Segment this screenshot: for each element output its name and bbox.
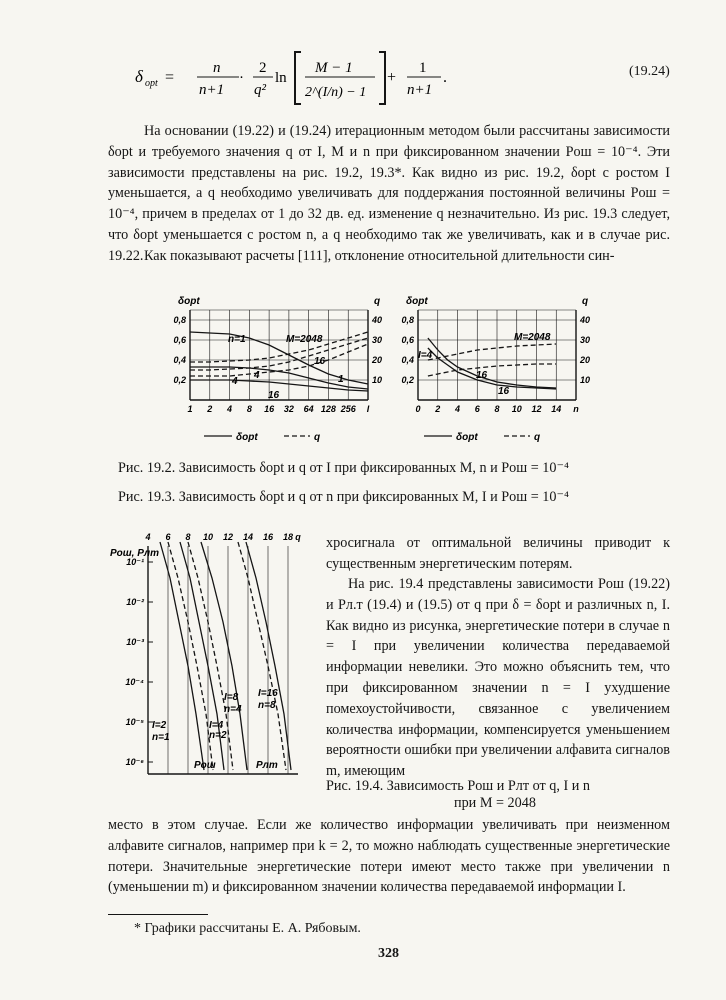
eq-frac1-den: n+1 [199, 82, 225, 98]
y-tick-label: 10⁻² [126, 597, 144, 607]
equation-render [135, 44, 615, 114]
eq-left-bracket [295, 52, 301, 104]
annotation-label: 4 [232, 376, 238, 387]
x-tick-label: 16 [262, 532, 274, 542]
paragraph-1: На основании (19.22) и (19.24) итерационным методом были рассчитаны зависимости δopt и требуемого значения q от I, M и n при фиксированном значении Pош = 10⁻⁴. Эти зависимости представлены на рис. 19.2, 19.3*. Как видно из рис. 19.2, δopt с ростом I уменьшается, а q необходимо увеличивать для поддержания постоянной величины Pош = 10⁻⁴, причем в пределах от 1 до 32 дв. ед. изменение q незначительно. Из рис. 19.3 следует, что δopt уменьшается с ростом n, а q необходимо так же увеличивать, как и в случае рис. 19.22. [108, 123, 670, 264]
x-tick-label: 6 [474, 404, 480, 414]
annotation-label: M=2048 [514, 332, 551, 343]
x-tick-label: 8 [246, 404, 252, 414]
y-right-tick-label: 10 [372, 375, 383, 385]
y-left-axis-label: δopt [406, 296, 428, 307]
eq-ln: ln [275, 70, 287, 86]
eq-frac3-den: 2^(I/n) − 1 [305, 85, 367, 100]
footnote-rule [108, 914, 208, 915]
annotation-label: M=2048 [286, 334, 323, 345]
legend-delta-label: δopt [236, 432, 258, 443]
annotation-label: 16 [476, 370, 488, 381]
series-line [428, 344, 556, 360]
y-left-tick-label: 0,4 [401, 355, 414, 365]
eq-period: . [443, 69, 447, 86]
series-line [190, 338, 368, 370]
annotation-label: I=2 [152, 720, 167, 731]
x-tick-label: 12 [222, 532, 234, 542]
x-tick-label: 4 [454, 404, 461, 414]
paragraph-3a: хросигнала от оптимальной величины приводит к существенным энергетическим потерям. [326, 535, 670, 572]
eq-frac4-den: n+1 [407, 82, 433, 98]
annotation-label: n=1 [228, 334, 246, 345]
caption-fig-19-2: Рис. 19.2. Зависимость δopt и q от I при фиксированных M, n и Pош = 10⁻⁴ [118, 460, 569, 476]
x-tick-label: 14 [551, 404, 562, 414]
eq-frac4-num: 1 [419, 60, 427, 76]
paragraph-4: место в этом случае. Если же количество информации увеличивать при неизменном алфавите сигналов, например при k = 2, то можно наблюдать существенные энергетические потери. Значительные энергетические потери имеют место также при увеличении n (уменьшении m) и фиксированном значении количества передаваемой информации I. [108, 817, 670, 896]
x-tick-label: 8 [494, 404, 500, 414]
annotation-label: I=4 [209, 720, 224, 731]
y-axis-label: Pош, Pлт [110, 548, 160, 559]
legend-delta-label: δopt [456, 432, 478, 443]
y-tick-label: 10⁻³ [126, 637, 144, 647]
y-right-tick-label: 30 [580, 335, 591, 345]
x-tick-label: 4 [145, 532, 151, 542]
legend-q-label: q [314, 432, 321, 443]
series-line [428, 348, 556, 389]
y-right-tick-label: 10 [580, 375, 591, 385]
y-left-tick-label: 0,6 [173, 335, 186, 345]
series-line [190, 332, 368, 362]
caption-fig-19-4-line2: при M = 2048 [454, 795, 536, 811]
eq-plus: + [387, 69, 397, 86]
x-axis-label: q [295, 532, 301, 542]
paragraph-3b: На рис. 19.4 представлены зависимости Pош (19.22) и Pл.т (19.4) и (19.5) от q при δ = δopt и различных n, I. Как видно из рисунка, энергетические потери в случае n = I при увеличении количества передаваемой информации невелики. Это можно объяснить тем, что при фиксированном значении n = I ухудшение помехоустойчивости, связанное с увеличением количества информации, компенсируется уменьшением вероятности ошибки при увеличении алфавита сигналов m, имеющим [326, 576, 670, 780]
x-tick-label: n [573, 404, 579, 414]
annotation-label: 16 [498, 386, 510, 397]
y-left-tick-label: 0,8 [173, 315, 186, 325]
figure-19-4 [108, 524, 308, 804]
legend-q-label: q [534, 432, 541, 443]
y-tick-label: 10⁻⁶ [125, 757, 144, 767]
x-tick-label: 32 [283, 404, 294, 414]
eq-frac2-num: 2 [259, 60, 267, 76]
y-right-tick-label: 20 [580, 355, 591, 365]
annotation-label: n=4 [224, 704, 242, 715]
series-line [428, 338, 556, 388]
annotation-label: I=16 [258, 688, 278, 699]
annotation-label: n=8 [258, 700, 276, 711]
annotation-label: 4 [254, 370, 260, 381]
y-right-axis-label: q [374, 296, 381, 307]
eq-right-bracket [379, 52, 385, 104]
annotation-label: n=2 [209, 730, 227, 741]
y-right-tick-label: 40 [372, 315, 383, 325]
y-right-tick-label: 20 [372, 355, 383, 365]
y-left-tick-label: 0,8 [401, 315, 414, 325]
x-tick-label: 14 [242, 532, 254, 542]
x-tick-label: 2 [435, 404, 441, 414]
series-line [246, 542, 291, 770]
eq-equals: = [165, 69, 175, 86]
x-tick-label: 1 [187, 404, 193, 414]
x-tick-label: 6 [165, 532, 171, 542]
equation-number: (19.24) [629, 64, 670, 79]
paragraph-2: Как показывают расчеты [111], отклонение относительной длительности син- [144, 248, 615, 264]
footnote: * Графики рассчитаны Е. А. Рябовым. [134, 921, 361, 936]
x-tick-label: 256 [340, 404, 356, 414]
y-left-tick-label: 0,6 [401, 335, 414, 345]
annotation-label: I=4 [418, 350, 433, 361]
annotation-label: n=1 [152, 732, 170, 743]
eq-lhs-sub: opt [145, 78, 158, 89]
y-left-axis-label: δopt [178, 296, 200, 307]
x-tick-label: 4 [227, 404, 233, 414]
eq-lhs: δ [135, 67, 143, 86]
y-right-axis-label: q [582, 296, 589, 307]
x-tick-label: 0 [415, 404, 421, 414]
x-tick-label: 128 [320, 404, 336, 414]
annotation-label: Pлт [256, 760, 278, 771]
x-tick-label: 10 [511, 404, 522, 414]
y-tick-label: 10⁻¹ [126, 557, 144, 567]
figure-19-3 [401, 296, 590, 443]
caption-fig-19-4-line1: Рис. 19.4. Зависимость Pош и Pлт от q, I и n [326, 778, 590, 794]
series-line [238, 542, 286, 770]
series-line [428, 364, 556, 376]
x-tick-label: 16 [264, 404, 275, 414]
y-left-tick-label: 0,4 [173, 355, 186, 365]
y-right-tick-label: 40 [580, 315, 591, 325]
annotation-label: Pош [194, 760, 216, 771]
caption-fig-19-4 [326, 778, 670, 812]
equation-19-24 [135, 44, 615, 119]
annotation-label: 1 [338, 374, 344, 385]
eq-frac3-num: M − 1 [315, 60, 353, 76]
y-right-tick-label: 30 [372, 335, 383, 345]
y-tick-label: 10⁻⁵ [125, 717, 144, 727]
figure-19-2 [173, 296, 382, 443]
caption-fig-19-3: Рис. 19.3. Зависимость δopt и q от n при фиксированных M, I и Pош = 10⁻⁴ [118, 489, 569, 505]
x-tick-label: 10 [202, 532, 214, 542]
x-tick-label: 18 [282, 532, 294, 542]
x-tick-label: 12 [531, 404, 542, 414]
x-tick-label: 8 [185, 532, 191, 542]
y-left-tick-label: 0,2 [173, 375, 186, 385]
page-number: 328 [378, 946, 399, 961]
eq-frac1-num: n [213, 60, 221, 76]
figures-19-2-19-3 [0, 280, 726, 450]
y-tick-label: 10⁻⁴ [125, 677, 144, 687]
eq-dot: · [239, 70, 244, 86]
figure-19-4-plot [110, 532, 301, 774]
annotation-label: I=8 [224, 692, 239, 703]
x-tick-label: 2 [207, 404, 213, 414]
eq-frac2-den: q² [254, 82, 266, 98]
annotation-label: 16 [314, 356, 326, 367]
x-tick-label: 64 [303, 404, 314, 414]
annotation-label: 16 [268, 390, 280, 401]
x-tick-label: I [366, 404, 370, 414]
y-left-tick-label: 0,2 [401, 375, 414, 385]
